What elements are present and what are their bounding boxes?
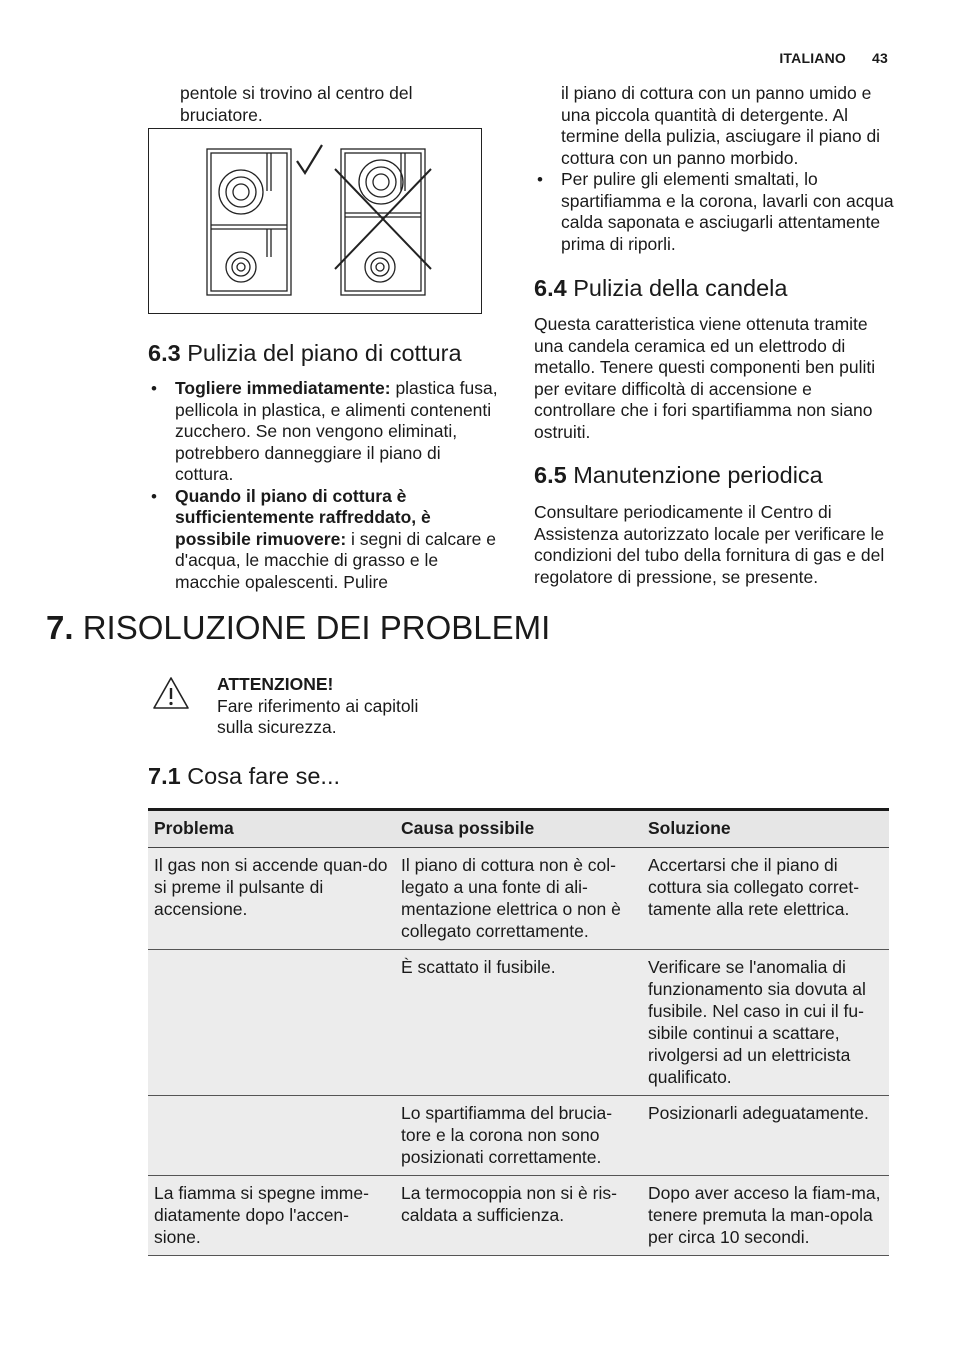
warning-title: ATTENZIONE! [217,674,334,694]
section-number: 7.1 [148,763,181,789]
column-header-cause: Causa possibile [395,810,642,848]
section-6-5-body: Consultare periodicamente il Centro di Assistenza autorizzato locale per verificare le condizioni del tubo della fornitura di gas e del regolatore di pressione, se presente. [534,502,885,587]
chapter-heading [46,606,550,650]
chapter-title: RISOLUZIONE DEI PROBLEMI [82,609,551,646]
section-7-1-heading [148,762,548,790]
table-row [148,1176,889,1256]
solution-cell: Posizionarli adeguatamente. [648,1103,869,1123]
page-number: 43 [872,50,888,66]
table-row [148,950,889,1096]
column-header-solution: Soluzione [642,810,889,848]
check-mark-icon [297,145,322,173]
chapter-number: 7. [46,609,74,646]
burner-position-figure [148,128,482,314]
problem-cell: La fiamma si spegne imme-diatamente dopo l'accen-sione. [154,1183,369,1247]
solution-cell: Dopo aver acceso la fiam-ma, tenere premuta la man-opola per circa 10 secondi. [648,1183,881,1247]
right-list [534,83,894,255]
cross-icon [335,169,431,269]
problem-cell [148,950,395,1096]
section-title: Pulizia della candela [573,275,788,301]
section-number: 6.3 [148,340,181,366]
solution-cell: Verificare se l'anomalia di funzionamento sia dovuta al fusibile. Nel caso in cui il fu-sibile continui a scattare, rivolgersi ad un elettricista qualificato. [648,957,866,1087]
warning-block [217,674,517,739]
list-item: • Quando il piano di cottura è sufficientemente raffreddato, è possibile rimuovere: i segni di calcare e d'acqua, le macchie di grasso e le macchie opalescenti. Pulire [148,486,500,594]
section-number: 6.5 [534,462,567,488]
page-header [779,50,888,66]
section-title: Cosa fare se... [187,763,341,789]
cause-cell: Il piano di cottura non è col-legato a una fonte di ali-mentazione elettrica o non è collegato correttamente. [401,855,621,941]
cause-cell: Lo spartifiamma del brucia-tore e la corona non sono posizionati correttamente. [401,1103,613,1167]
table-header-row [148,810,889,848]
list-item: • Togliere immediatamente: plastica fusa, pellicola in plastica, e alimenti contenenti zucchero. Se non vengono eliminati, potrebbero danneggiare il piano di cottura. [148,378,500,486]
problem-cell: Il gas non si accende quan-do si preme il pulsante di accensione. [154,855,388,919]
problem-cell [148,1096,395,1176]
section-6-5-heading [534,461,894,489]
warning-icon [152,676,190,715]
incorrect-hob-drawing [341,149,425,295]
cause-cell: La termocoppia non si è ris-caldata a sufficienza. [401,1183,617,1225]
table-row [148,848,889,950]
section-title: Pulizia del piano di cottura [187,340,462,366]
language-label: ITALIANO [779,50,847,66]
column-header-problem: Problema [148,810,395,848]
solution-cell: Accertarsi che il piano di cottura sia collegato corret-tamente alla rete elettrica. [648,855,860,919]
section-6-3-heading [148,339,508,367]
warning-line: Fare riferimento ai capitoli [217,695,419,716]
table-row [148,1096,889,1176]
section-6-4-heading [534,274,894,302]
section-6-4-body: Questa caratteristica viene ottenuta tramite una candela ceramica ed un elettrodo di metallo. Tenere questi componenti ben puliti per evitare difficoltà di accensione e controllare che i fori spartifiamma non siano ostruiti. [534,314,876,442]
section-title: Manutenzione periodica [573,462,823,488]
warning-line: sulla sicurezza. [217,717,337,737]
troubleshooting-table [148,808,889,1256]
section-number: 6.4 [534,275,567,301]
correct-hob-drawing [207,149,291,295]
hob-illustration [149,129,481,313]
intro-text: pentole si trovino al centro del bruciatore. [180,83,413,125]
list-item-continued: il piano di cottura con un panno umido e una piccola quantità di detergente. Al termine della pulizia, asciugare il piano di cottura con un panno morbido. [561,83,881,168]
cleaning-list [148,378,500,593]
cause-cell: È scattato il fusibile. [401,957,556,977]
list-item: • Per pulire gli elementi smaltati, lo spartifiamma e la corona, lavarli con acqua calda saponata e asciugarli attentamente prima di riporli. [534,169,894,255]
